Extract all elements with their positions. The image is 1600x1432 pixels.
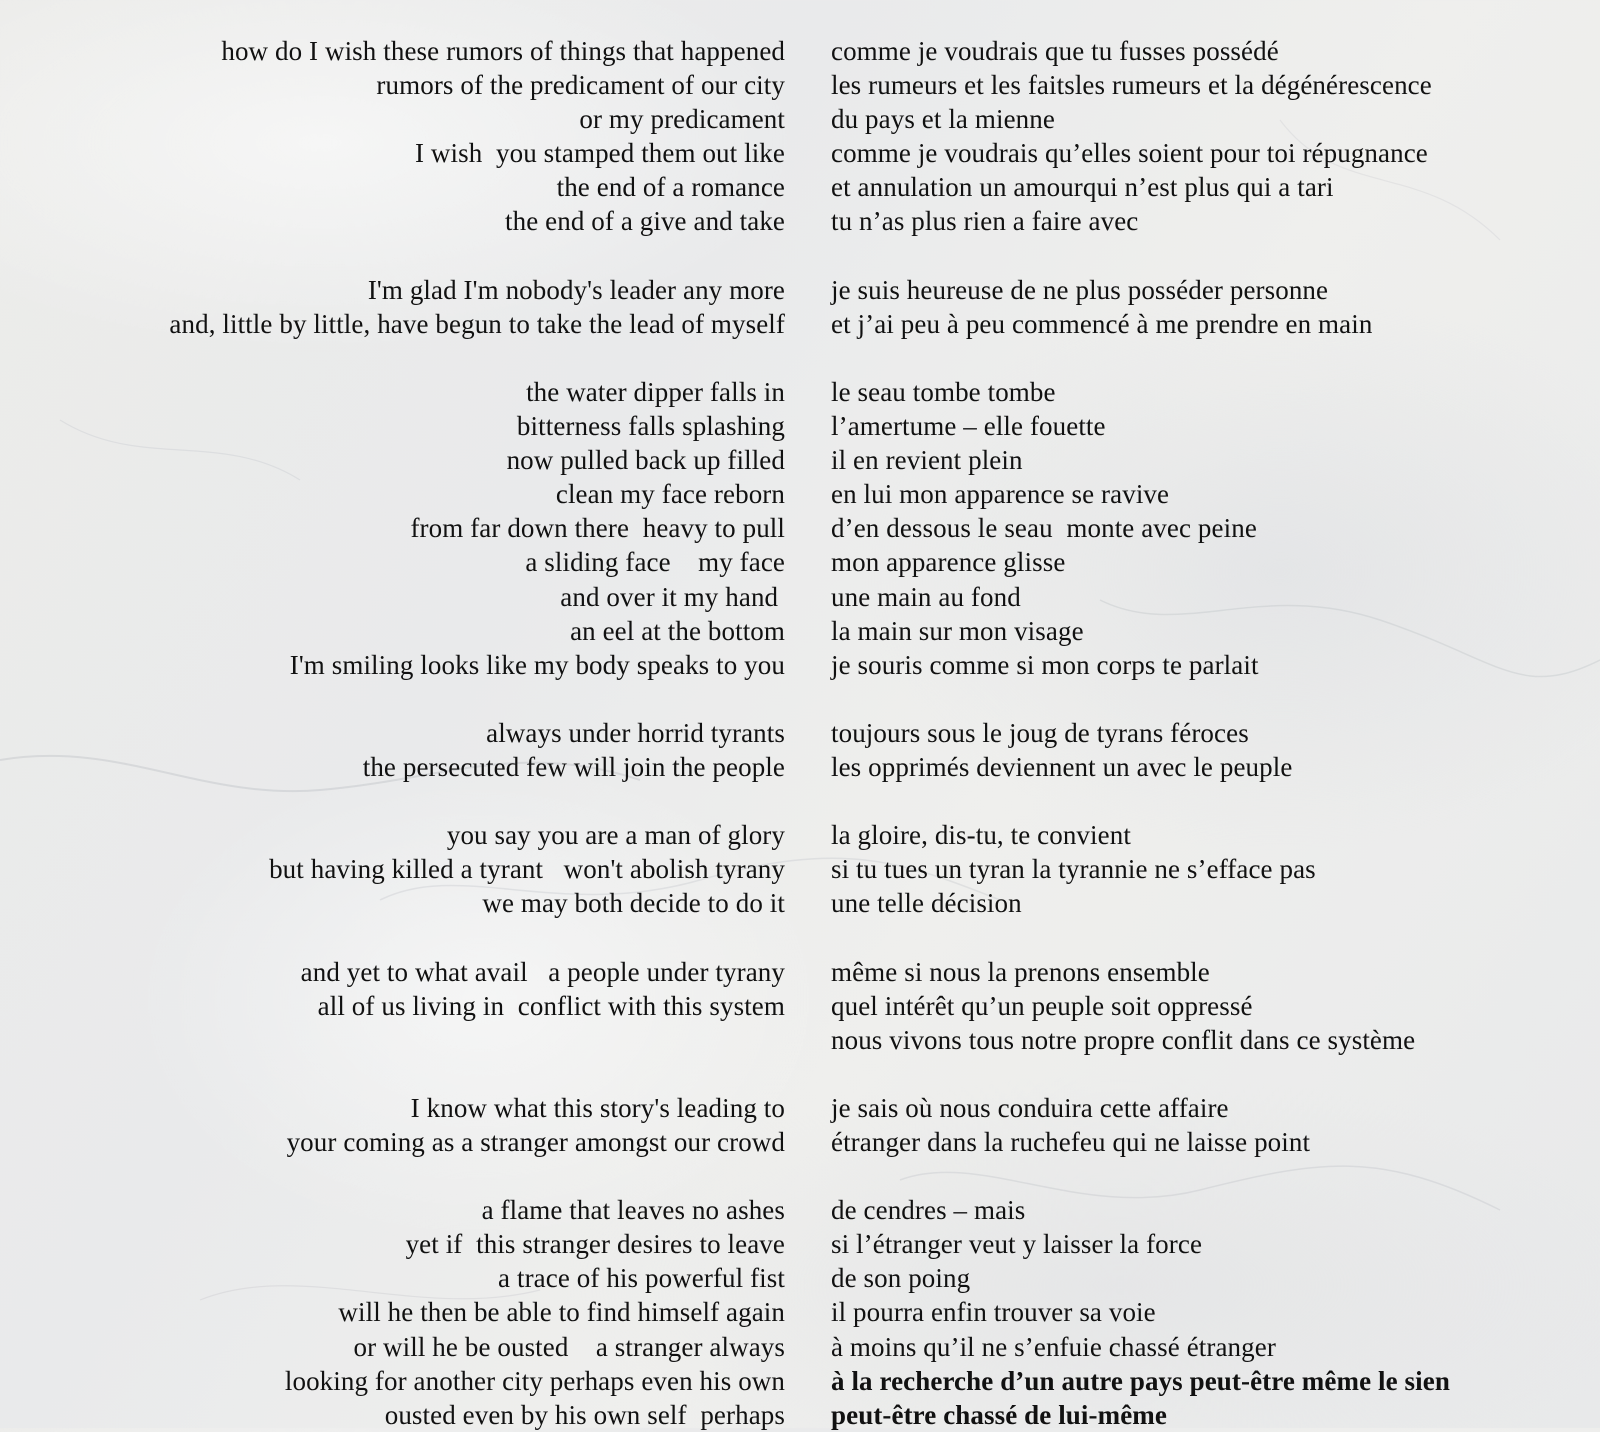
french-poem-line: même si nous la prenons ensemble xyxy=(831,956,1210,987)
french-stanza-gap xyxy=(831,239,1591,273)
french-poem-line: à moins qu’il ne s’enfuie chassé étranger xyxy=(831,1331,1276,1362)
french-poem-line: je souris comme si mon corps te parlait xyxy=(831,649,1259,680)
english-poem-line: will he then be able to find himself again xyxy=(338,1297,785,1328)
english-poem-line: and, little by little, have begun to take the lead of myself xyxy=(169,308,785,339)
french-poem-line: une telle décision xyxy=(831,888,1022,919)
english-stanza-gap xyxy=(25,1159,785,1193)
english-poem-line: a sliding face my face xyxy=(525,547,785,578)
english-poem-line: your coming as a stranger amongst our crowd xyxy=(286,1127,785,1157)
french-poem-line: il en revient plein xyxy=(831,445,1023,476)
french-poem-line: du pays et la mienne xyxy=(831,104,1055,135)
english-poem-line: and yet to what avail a people under tyrany xyxy=(300,956,785,987)
english-poem-line: clean my face reborn xyxy=(555,479,785,510)
english-stanza-gap xyxy=(25,682,785,716)
english-poem-line: the end of a give and take xyxy=(505,206,785,237)
english-poem-line: but having killed a tyrant won't abolish tyrany xyxy=(269,854,785,885)
english-stanza-gap xyxy=(25,784,785,818)
french-stanza-gap xyxy=(831,1159,1591,1193)
french-stanza-gap xyxy=(831,341,1591,375)
french-poem-line: si l’étranger veut y laisser la force xyxy=(831,1229,1203,1260)
english-poem-line: I wish you stamped them out like xyxy=(414,138,785,169)
french-poem-line: nous vivons tous notre propre conflit dans ce système xyxy=(831,1024,1416,1055)
french-poem-line: comme je voudrais que tu fusses possédé xyxy=(831,36,1279,66)
french-stanza-gap xyxy=(831,682,1591,716)
french-poem-line: et annulation un amourqui n’est plus qui a tari xyxy=(831,172,1334,203)
english-poem-line: rumors of the predicament of our city xyxy=(376,70,785,101)
french-poem-line: de son poing xyxy=(831,1263,971,1294)
french-poem-line: quel intérêt qu’un peuple soit oppressé xyxy=(831,990,1253,1021)
english-poem-line: an eel at the bottom xyxy=(570,615,785,646)
french-poem-line: peut-être chassé de lui-même xyxy=(831,1399,1167,1430)
english-column xyxy=(25,34,785,1432)
french-poem-line: de cendres – mais xyxy=(831,1195,1026,1226)
english-poem-line: ousted even by his own self perhaps xyxy=(384,1399,785,1430)
french-poem-line: mon apparence glisse xyxy=(831,547,1066,578)
english-poem-line: always under horrid tyrants xyxy=(486,717,785,748)
english-poem-line: a flame that leaves no ashes xyxy=(481,1195,785,1226)
english-poem-line: I'm glad I'm nobody's leader any more xyxy=(367,274,785,305)
french-column xyxy=(831,34,1591,1432)
french-poem-line: l’amertume – elle fouette xyxy=(831,411,1106,442)
english-stanza-gap xyxy=(25,239,785,273)
english-poem-line: all of us living in conflict with this system xyxy=(317,990,785,1021)
french-poem-line: toujours sous le joug de tyrans féroces xyxy=(831,717,1249,748)
english-poem-line: the water dipper falls in xyxy=(526,376,785,407)
english-poem-line xyxy=(25,1023,785,1057)
english-stanza-gap xyxy=(25,341,785,375)
french-poem-line: et j’ai peu à peu commencé à me prendre en main xyxy=(831,308,1373,339)
french-poem-line: comme je voudrais qu’elles soient pour toi répugnance xyxy=(831,138,1428,169)
english-poem-line: you say you are a man of glory xyxy=(446,820,785,851)
english-stanza-gap xyxy=(25,920,785,954)
french-stanza-gap xyxy=(831,784,1591,818)
english-poem-line: the persecuted few will join the people xyxy=(362,751,785,782)
english-poem-line: from far down there heavy to pull xyxy=(410,513,785,544)
english-poem-line: the end of a romance xyxy=(556,172,785,203)
english-stanza-gap xyxy=(25,1057,785,1091)
french-poem-line: les opprimés deviennent un avec le peuple xyxy=(831,751,1293,782)
french-poem-line: à la recherche d’un autre pays peut-être même le sien xyxy=(831,1365,1450,1396)
english-poem-line: looking for another city perhaps even his own xyxy=(284,1365,785,1396)
english-poem-line: bitterness falls splashing xyxy=(516,411,785,442)
french-poem-line: en lui mon apparence se ravive xyxy=(831,479,1170,510)
french-poem-line: le seau tombe tombe xyxy=(831,376,1056,407)
english-poem-line: yet if this stranger desires to leave xyxy=(405,1229,785,1260)
english-poem-line: we may both decide to do it xyxy=(482,888,785,919)
english-poem-line: I know what this story's leading to xyxy=(410,1092,785,1123)
french-stanza-gap xyxy=(831,1057,1591,1091)
french-poem-line: d’en dessous le seau monte avec peine xyxy=(831,513,1257,544)
english-poem-line: I'm smiling looks like my body speaks to you xyxy=(289,649,785,680)
french-poem-line: la gloire, dis-tu, te convient xyxy=(831,820,1131,851)
french-poem-line: la main sur mon visage xyxy=(831,615,1084,646)
french-poem-line: je suis heureuse de ne plus posséder personne xyxy=(831,274,1329,305)
english-poem-line: now pulled back up filled xyxy=(506,445,785,476)
english-poem-line: or my predicament xyxy=(579,104,785,135)
french-stanza-gap xyxy=(831,920,1591,954)
english-poem-line: a trace of his powerful fist xyxy=(498,1263,785,1294)
french-poem-line: tu n’as plus rien a faire avec xyxy=(831,206,1139,237)
french-poem-line: il pourra enfin trouver sa voie xyxy=(831,1297,1156,1328)
french-poem-line: étranger dans la ruchefeu qui ne laisse point xyxy=(831,1127,1311,1157)
english-poem-line: or will he be ousted a stranger always xyxy=(353,1331,785,1362)
french-poem-line: si tu tues un tyran la tyrannie ne s’efface pas xyxy=(831,854,1316,885)
french-poem-line: les rumeurs et les faitsles rumeurs et la dégénérescence xyxy=(831,70,1432,101)
english-poem-line: and over it my hand xyxy=(560,581,785,612)
english-poem-line: how do I wish these rumors of things that happened xyxy=(221,36,785,66)
french-poem-line: je sais où nous conduira cette affaire xyxy=(831,1092,1229,1123)
french-poem-line: une main au fond xyxy=(831,581,1021,612)
